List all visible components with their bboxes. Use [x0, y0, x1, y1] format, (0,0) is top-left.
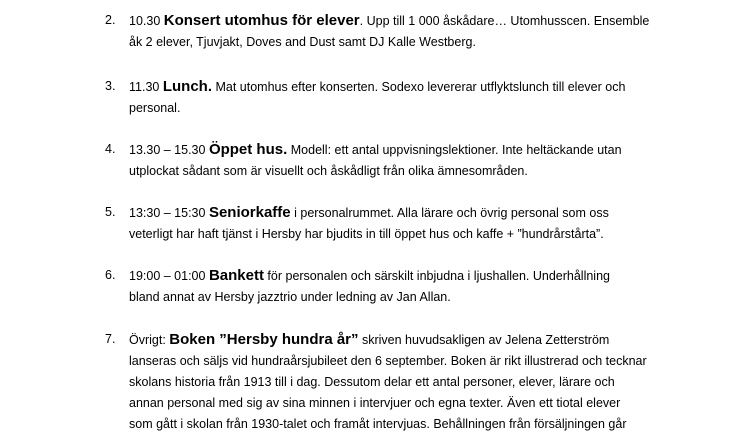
item-time: 19:00 – 01:00	[129, 269, 209, 283]
item-line: skolans historia från 1913 till i dag. Dessutom delar ett antal personer, elever, lärare och	[129, 375, 615, 389]
item-line: lanseras och säljs vid hundraårsjubileet den 6 september. Boken är rikt illustrerad och tecknar	[129, 354, 647, 368]
item-title: Seniorkaffe	[208, 204, 291, 221]
item-text	[129, 139, 654, 182]
item-title: Lunch.	[162, 78, 212, 95]
item-first-line	[129, 139, 654, 161]
item-number: 2.	[105, 13, 116, 27]
item-number: 7.	[105, 332, 116, 346]
item-first-line-rest: för personalen och särskilt inbjudna i ljushallen. Underhållning	[263, 269, 610, 283]
item-text	[129, 10, 654, 53]
item-first-line	[129, 265, 654, 287]
item-time: 10.30	[129, 14, 164, 28]
item-first-line	[129, 329, 654, 351]
item-line: bland annat av Hersby jazztrio under ledning av Jan Allan.	[129, 290, 451, 304]
item-first-line	[129, 76, 654, 98]
item-text	[129, 329, 654, 435]
item-text	[129, 265, 654, 308]
item-time: 13:30 – 15:30	[129, 206, 209, 220]
item-first-line-rest: . Upp till 1 000 åskådare… Utomhusscen. Ensemble	[359, 14, 650, 28]
item-text	[129, 76, 654, 119]
item-first-line-rest: Mat utomhus efter konserten. Sodexo levererar utflyktslunch till elever och	[212, 80, 626, 94]
item-number: 5.	[105, 205, 116, 219]
item-line: personal.	[129, 101, 181, 115]
item-title: Öppet hus.	[208, 141, 288, 158]
item-time: 13.30 – 15.30	[129, 143, 209, 157]
item-first-line-rest: skriven huvudsakligen av Jelena Zetterström	[358, 333, 610, 347]
item-number: 6.	[105, 268, 116, 282]
item-first-line-rest: i personalrummet. Alla lärare och övrig personal som oss	[290, 206, 609, 220]
item-line: som gått i skolan från 1930-talet och framåt intervjuas. Behållningen från försäljningen går	[129, 417, 627, 431]
item-title: Boken ”Hersby hundra år”	[169, 331, 359, 348]
item-number: 4.	[105, 142, 116, 156]
item-first-line-rest: Modell: ett antal uppvisningslektioner. Inte heltäckande utan	[287, 143, 622, 157]
item-first-line	[129, 10, 654, 32]
item-text	[129, 202, 654, 245]
item-time: Övrigt:	[129, 333, 170, 347]
item-line: annan personal med sig av sina minnen i intervjuer och egna texter. Även ett tiotal elever	[129, 396, 621, 410]
item-line: utplockat sådant som är visuellt och åskådligt från olika ämnesområden.	[129, 164, 528, 178]
item-line: åk 2 elever, Tjuvjakt, Doves and Dust samt DJ Kalle Westberg.	[129, 35, 476, 49]
item-title: Konsert utomhus för elever	[163, 12, 360, 29]
item-number: 3.	[105, 79, 116, 93]
item-title: Bankett	[208, 267, 264, 284]
item-line: veterligt har haft tjänst i Hersby har bjudits in till öppet hus och kaffe + ”hundrårstårta”.	[129, 227, 604, 241]
item-first-line	[129, 202, 654, 224]
item-time: 11.30	[129, 80, 163, 94]
